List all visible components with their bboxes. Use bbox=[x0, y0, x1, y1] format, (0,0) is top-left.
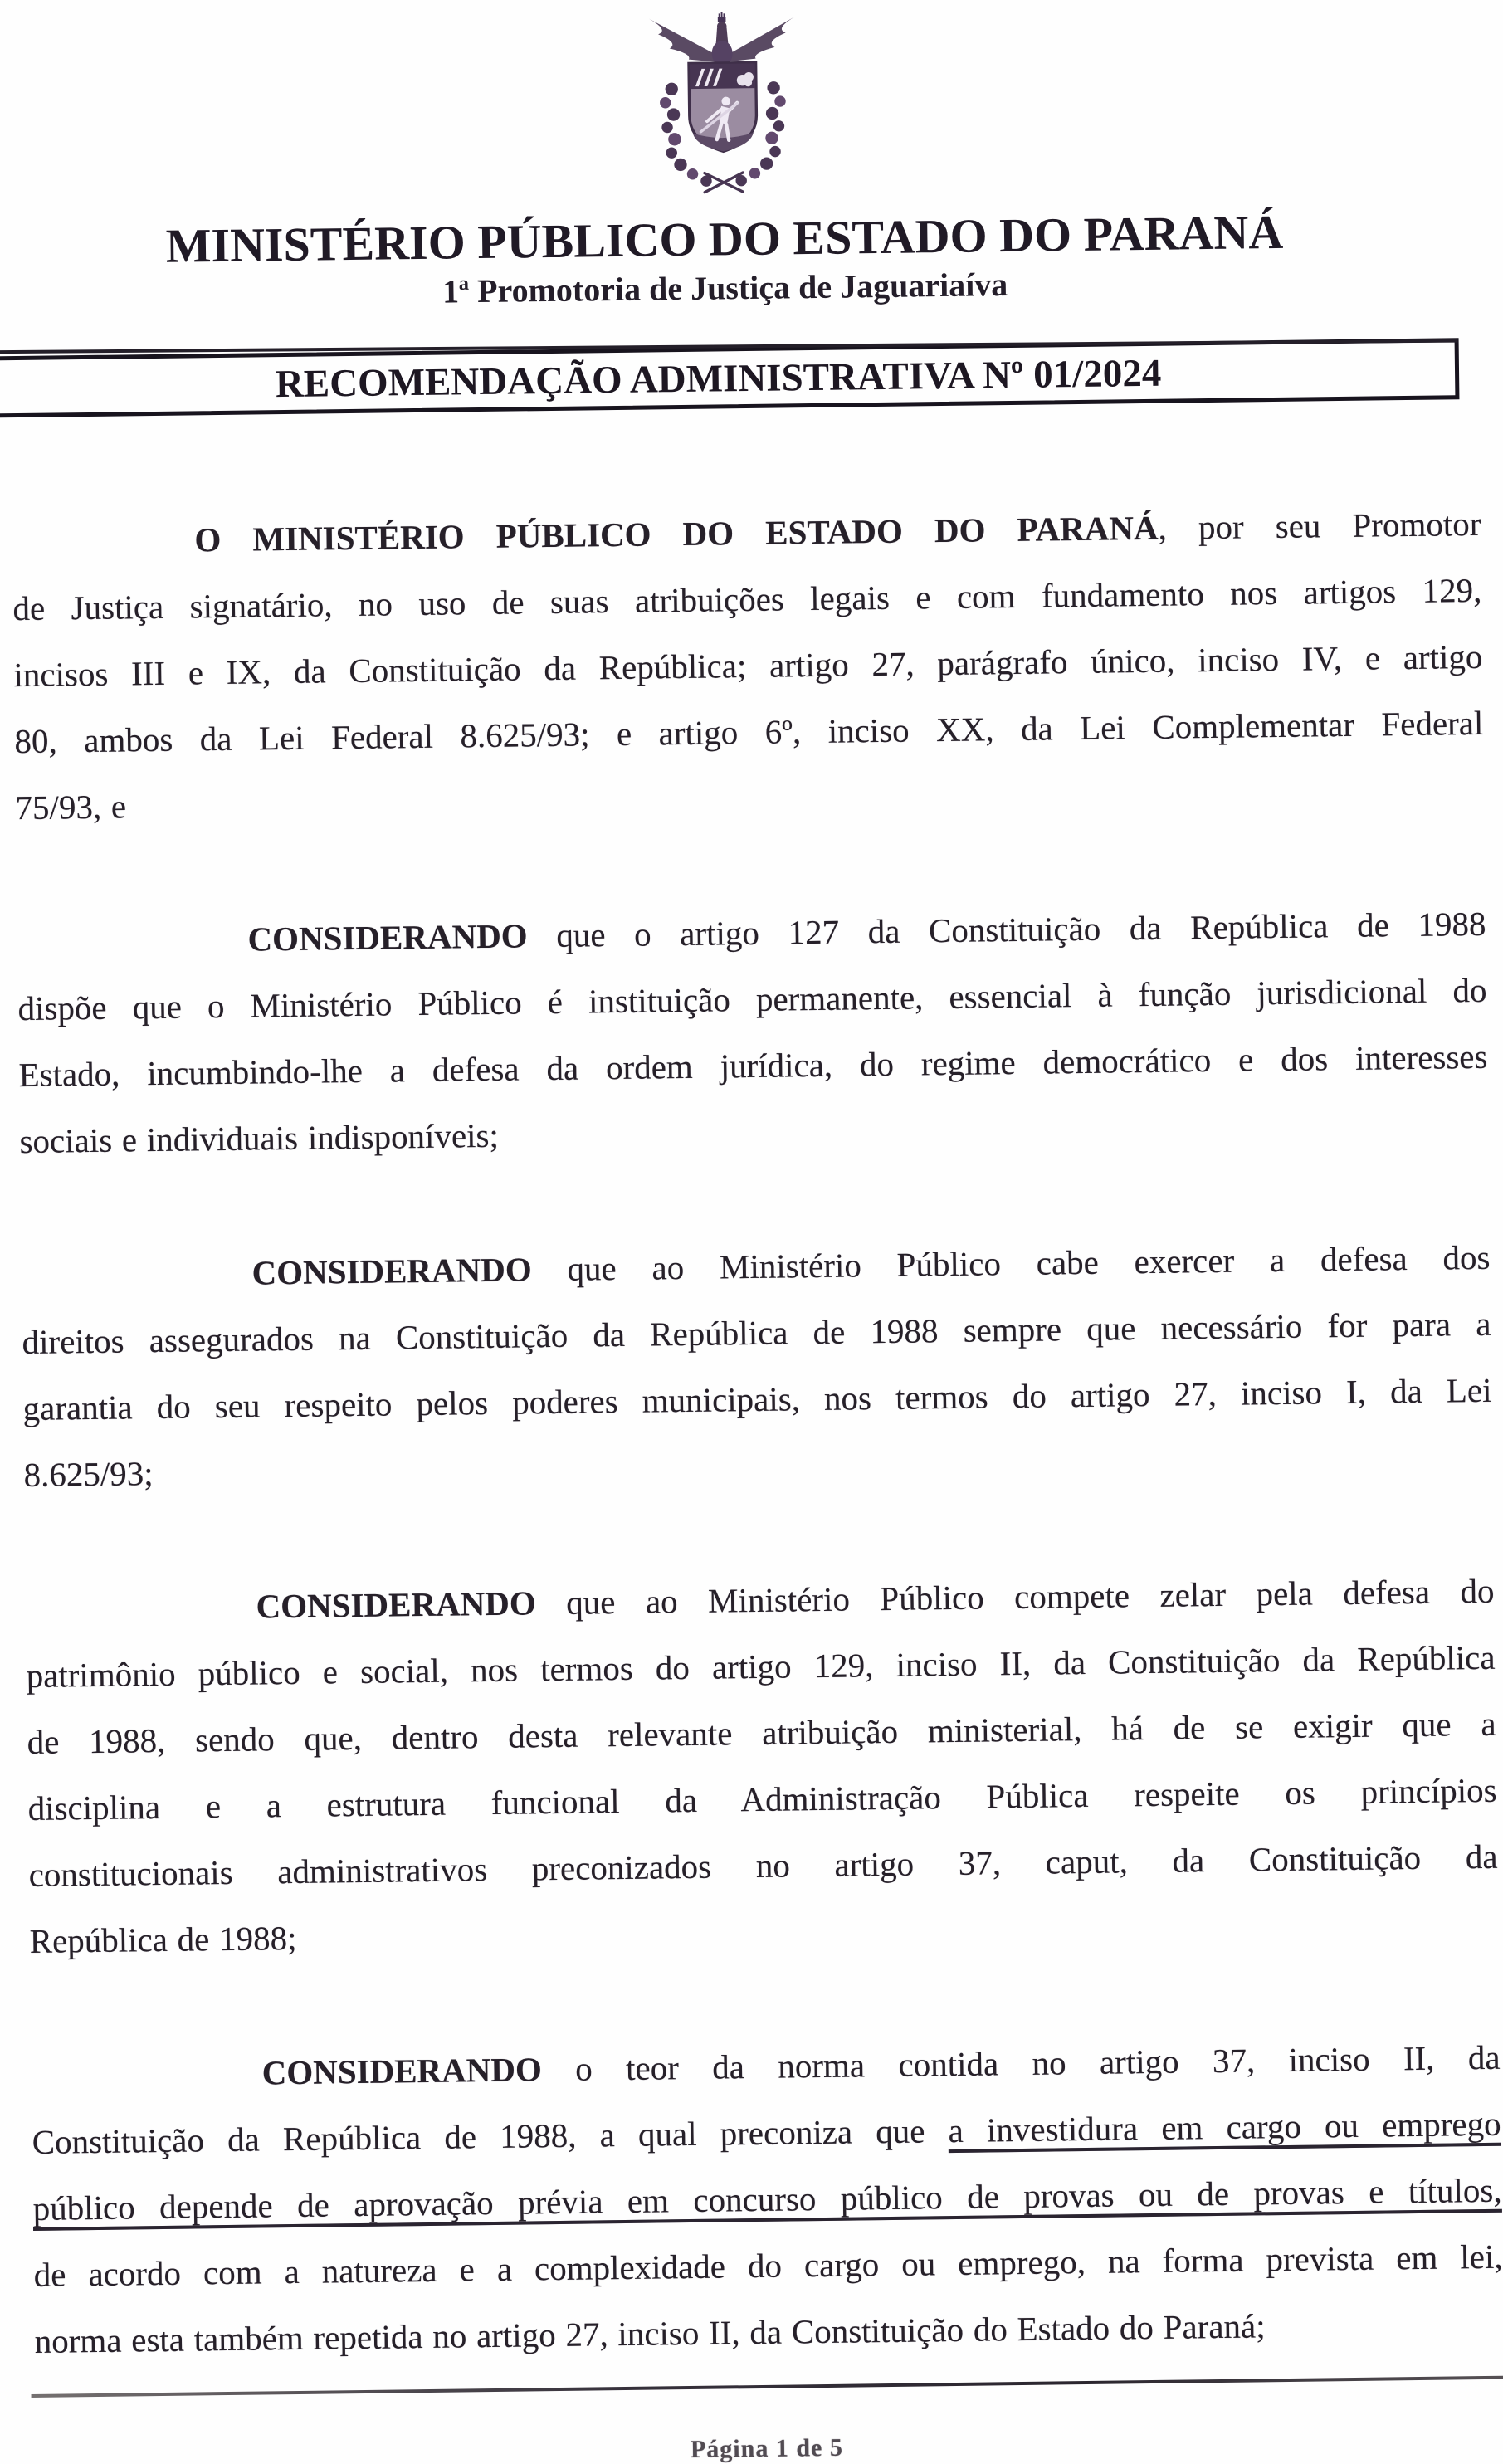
body-text: 80, ambos da Lei Federal 8.625/93; e artigo 6º, inciso XX, da Lei Complementar Federal bbox=[14, 703, 1484, 761]
bold-text: CONSIDERANDO bbox=[251, 1250, 532, 1292]
institution-name: MINISTÉRIO PÚBLICO DO ESTADO DO PARANÁ bbox=[165, 204, 1284, 273]
body-text: , por seu Promotor bbox=[1158, 504, 1481, 547]
bold-text: CONSIDERANDO bbox=[261, 2050, 543, 2092]
underlined-text: público depende de aprovação prévia em concurso público de provas ou de provas e títulos, bbox=[32, 2170, 1502, 2227]
body-text: 75/93, e bbox=[15, 787, 127, 827]
document-title-box bbox=[0, 338, 1459, 417]
body-text: de 1988, sendo que, dentro desta relevante atribuição ministerial, há de se exigir que a bbox=[27, 1704, 1496, 1762]
body-text: o teor da norma contida no artigo 37, inciso II, da bbox=[541, 2037, 1501, 2089]
paragraph bbox=[25, 1558, 1499, 1974]
underlined-text: a investidura em cargo ou emprego bbox=[948, 2104, 1501, 2150]
document-title: RECOMENDAÇÃO ADMINISTRATIVA Nº 01/2024 bbox=[275, 351, 1162, 407]
footer-divider-line bbox=[32, 2375, 1503, 2398]
body-text: sociais e individuais indisponíveis; bbox=[19, 1115, 500, 1161]
bold-text: O MINISTÉRIO PÚBLICO DO ESTADO DO PARANÁ bbox=[194, 508, 1159, 559]
document-body bbox=[12, 490, 1503, 2374]
bold-text: CONSIDERANDO bbox=[256, 1583, 537, 1626]
parana-coat-of-arms-icon bbox=[642, 11, 804, 196]
body-text: que ao Ministério Público compete zelar pela defesa do bbox=[535, 1571, 1495, 1622]
body-text: incisos III e IX, da Constituição da República; artigo 27, parágrafo único, inciso IV, e artigo bbox=[13, 637, 1483, 695]
document-header bbox=[0, 0, 1461, 417]
promotoria-name: 1ª Promotoria de Justiça de Jaguariaíva bbox=[442, 266, 1008, 310]
body-text: 8.625/93; bbox=[23, 1454, 154, 1495]
body-text: de acordo com a natureza e a complexidade do cargo ou emprego, na forma prevista em lei, bbox=[33, 2237, 1503, 2294]
body-text: norma esta também repetida no artigo 27, inciso II, da Constituição do Estado do Paraná; bbox=[34, 2306, 1266, 2360]
body-text: direitos assegurados na Constituição da República de 1988 sempre que necessário for para a bbox=[22, 1304, 1491, 1362]
body-text: disciplina e a estrutura funcional da Administração Pública respeite os princípios bbox=[27, 1770, 1497, 1828]
body-text: República de 1988; bbox=[29, 1918, 297, 1960]
body-text: Constituição da República de 1988, a qual preconiza que bbox=[32, 2111, 949, 2161]
paragraph bbox=[21, 1224, 1493, 1508]
body-text: patrimônio público e social, nos termos do artigo 129, inciso II, da Constituição da República bbox=[26, 1637, 1496, 1696]
bold-text: CONSIDERANDO bbox=[247, 916, 528, 959]
paragraph bbox=[12, 490, 1485, 841]
body-text: que o artigo 127 da Constituição da República de 1988 bbox=[527, 904, 1486, 955]
body-text: de Justiça signatário, no uso de suas atribuições legais e com fundamento nos artigos 129, bbox=[12, 570, 1482, 628]
body-text: dispõe que o Ministério Público é instituição permanente, essencial à função jurisdicional do bbox=[17, 970, 1487, 1028]
paragraph bbox=[31, 2024, 1503, 2374]
page-number: Página 1 de 5 bbox=[690, 2433, 844, 2464]
paragraph bbox=[17, 890, 1489, 1174]
body-text: Estado, incumbindo-lhe a defesa da ordem jurídica, do regime democrático e dos interesses bbox=[18, 1037, 1488, 1095]
body-text: que ao Ministério Público cabe exercer a defesa dos bbox=[531, 1237, 1491, 1289]
body-text: constitucionais administrativos preconizados no artigo 37, caput, da Constituição da bbox=[28, 1837, 1498, 1895]
body-text: garantia do seu respeito pelos poderes municipais, nos termos do artigo 27, inciso I, da Lei bbox=[22, 1370, 1492, 1428]
